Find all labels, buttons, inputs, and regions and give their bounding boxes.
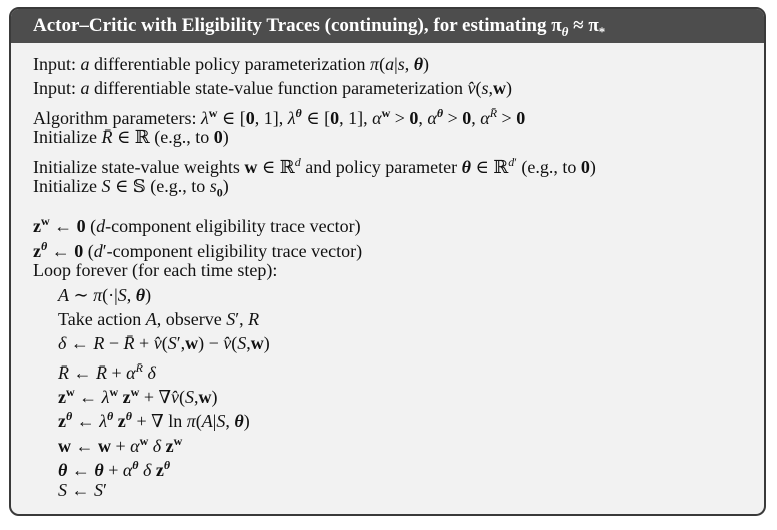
algorithm-content [11,43,764,502]
input-value-line: Input: a differentiable state-value function parameterization v̂(s,w) [33,78,513,99]
w-update-line: w ← $w + \alpha^w$ δ $z^w$ [58,433,183,456]
rbar-update-line: R̄ ← R̄ + $\alpha^{R̄}$ δ [58,360,156,383]
init-ztheta-line: $z^\theta$ ← 0 (d′-component eligibility trace vector) [33,238,363,261]
init-state-line: Initialize S ∈ 𝕊 (e.g., to $s_0$) [33,175,229,200]
algorithm-parameters-line: Algorithm parameters: $\lambda^w$ ∈ [0, 1], $\lambda^\theta$ ∈ [0, 1], $\alpha^w > 0$, $\alpha^\theta > 0$, $\alpha^{R̄} > 0$ [33,105,526,128]
state-update-line: S ← S′ [58,479,107,500]
init-rbar-line: Initialize R̄ ∈ ℝ (e.g., to 0) [33,127,229,148]
theta-update-line: θ ← $\theta + \alpha^\theta$ δ $z^\theta$ [58,458,171,481]
zw-update-line: $z^w$ ← $\lambda^w$ $z^w$ + ∇v̂(S,w) [58,385,218,408]
input-policy-line: Input: a differentiable policy parameterization π(a|s, θ) [33,54,430,74]
td-error-line: δ ← R − R̄ + v̂(S′,w) − v̂(S,w) [58,333,270,354]
sample-action-line: A ∼ π(·|S, θ) [58,284,152,305]
init-weights-line: Initialize state-value weights w ∈ ℝ$^d$ and policy parameter θ ∈ ℝ$^{d'}$ (e.g., to 0) [33,154,596,177]
init-zw-line: $z^w$ ← 0 (d-component eligibility trace vector) [33,214,361,237]
loop-header-line: Loop forever (for each time step): [33,260,278,281]
algorithm-title: Actor–Critic with Eligibility Traces (continuing), for estimating $\pi_\theta \approx \pi_*$ [11,9,764,43]
take-action-line: Take action A, observe S′, R [58,308,260,329]
ztheta-update-line: $z^\theta$ ← $\lambda^\theta$ $z^\theta$ + ∇ ln π(A|S, θ) [58,409,250,432]
algorithm-box [9,7,766,516]
